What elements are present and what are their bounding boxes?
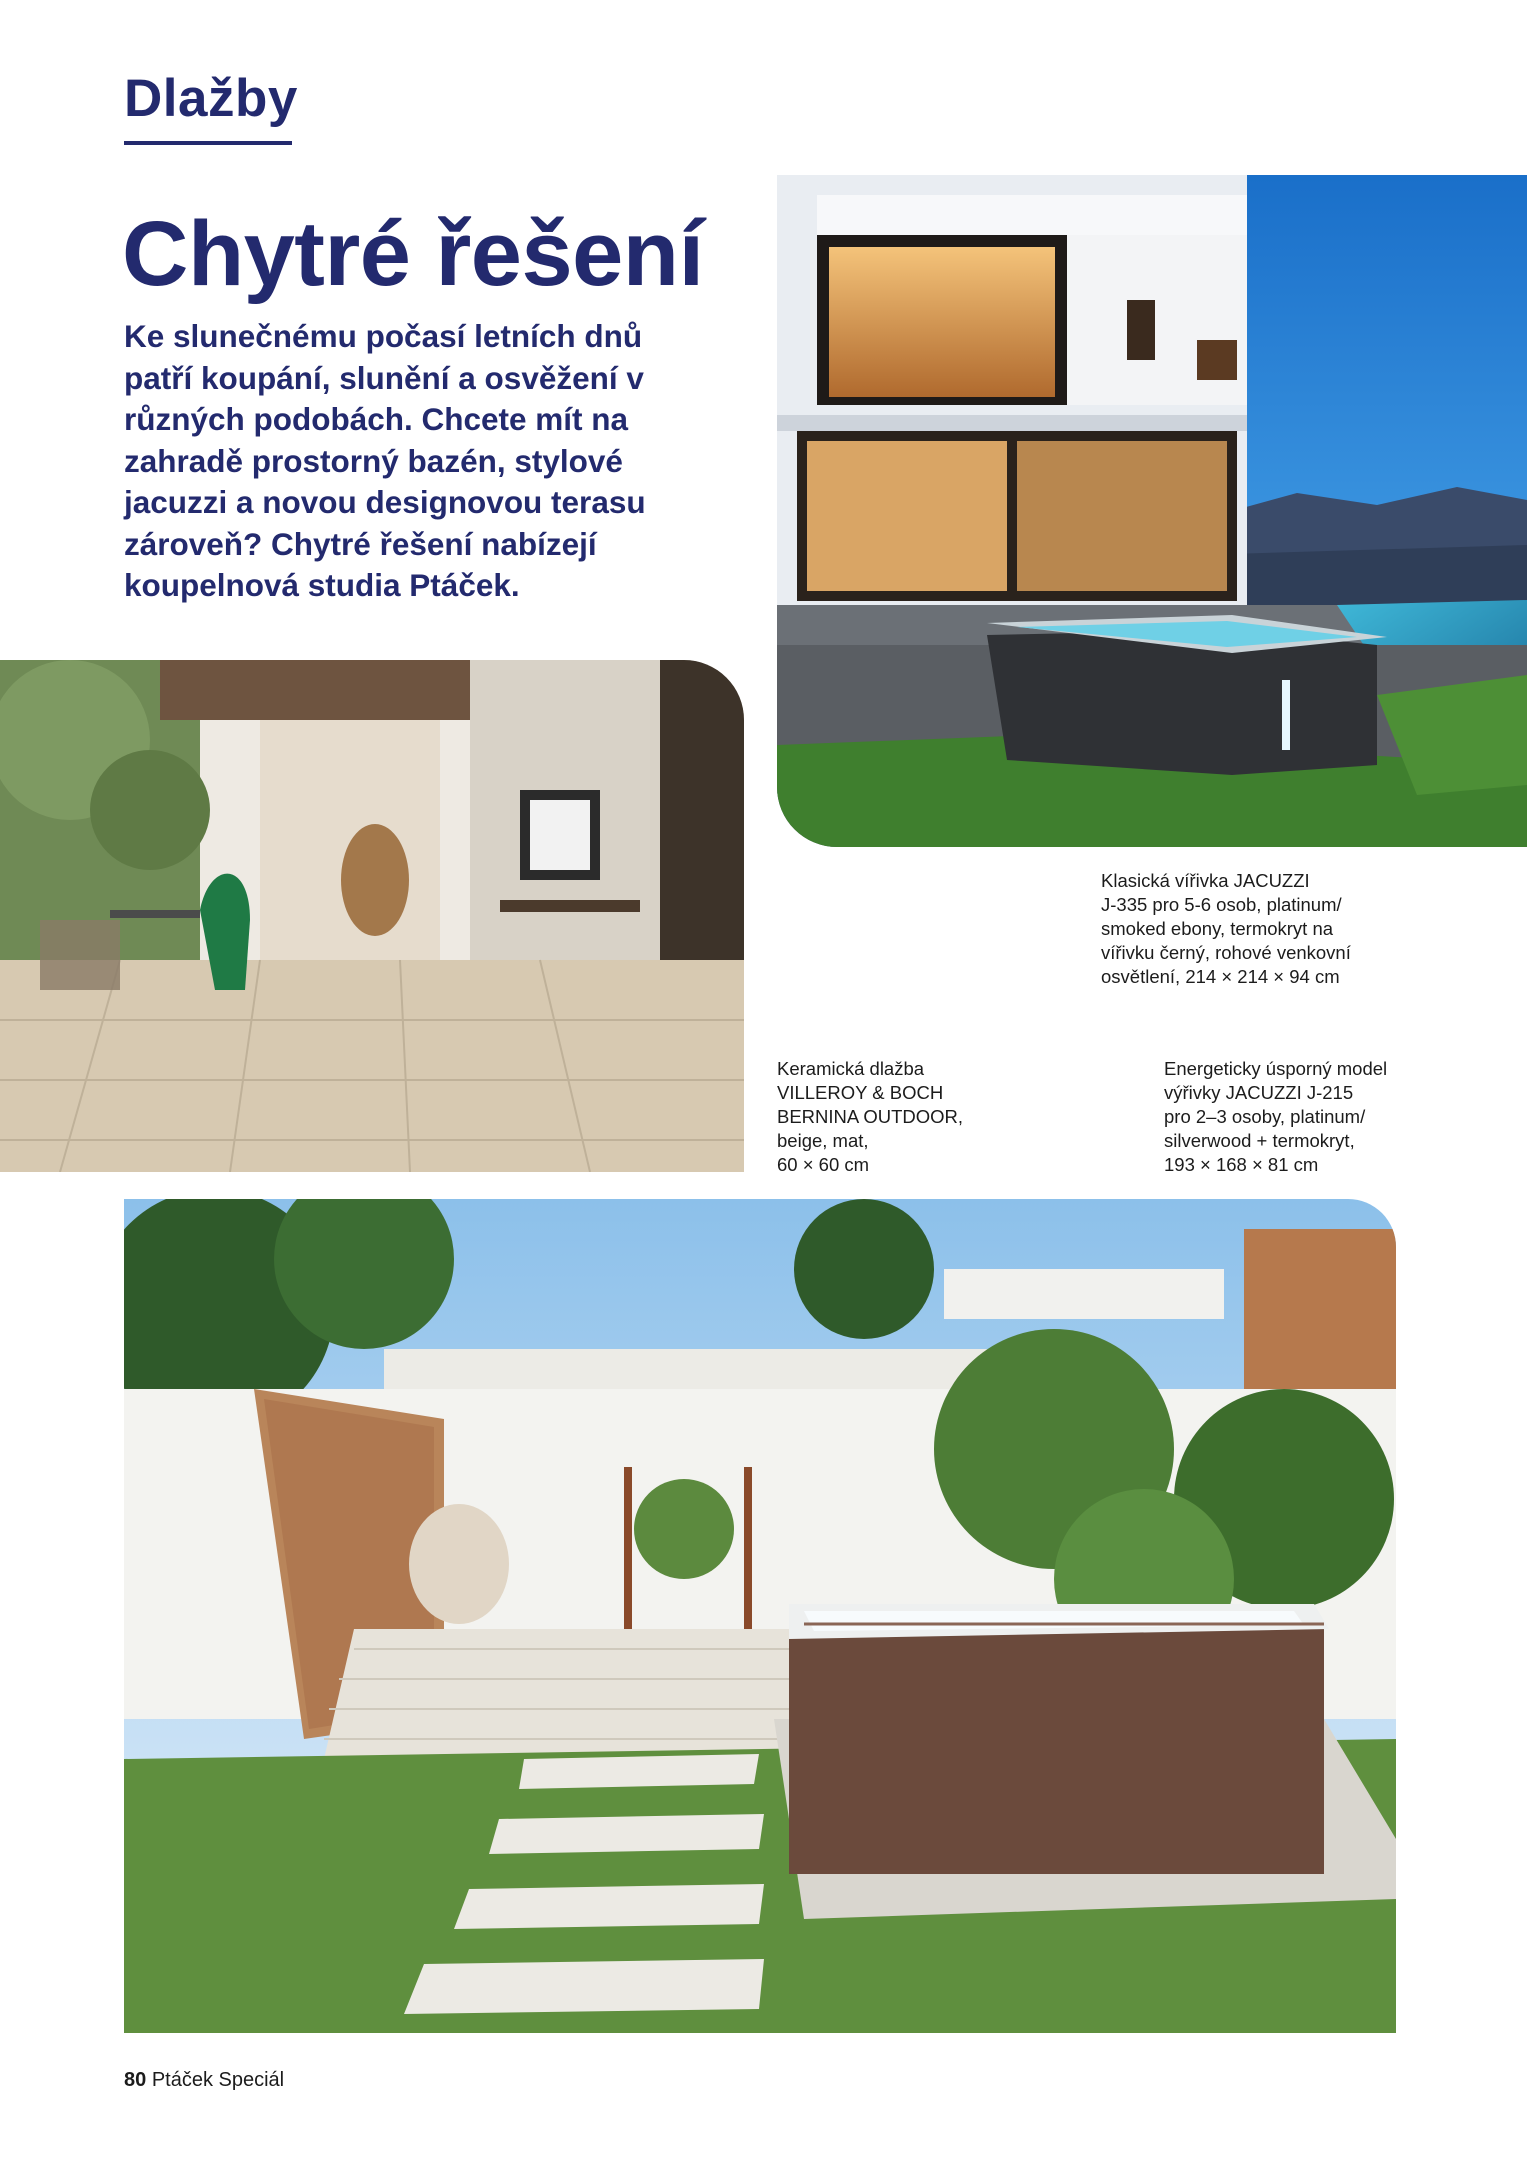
photo-jacuzzi-j335: [777, 175, 1527, 847]
photo-patio-tiles: [0, 660, 744, 1172]
page-footer: [124, 2069, 284, 2092]
intro-paragraph: Ke slunečnému počasí letních dnů patří koupání, slunění a osvěžení v různých podobách. Chcete mít na zahradě prostorný bazén, stylové jacuzzi a novou designovou terasu zároveň? Chytré řešení nabízejí koupelnová studia Ptáček.: [124, 318, 646, 603]
page-headline: Chytré řešení: [122, 203, 704, 305]
caption-tile-bernina: Keramická dlažba VILLEROY & BOCH BERNINA OUTDOOR, beige, mat, 60 × 60 cm: [777, 1058, 964, 1175]
caption-jacuzzi-j215: Energeticky úsporný model výřivky JACUZZI J-215 pro 2–3 osoby, platinum/ silverwood + termokryt, 193 × 168 × 81 cm: [1164, 1058, 1388, 1175]
page-number: 80: [124, 2069, 147, 2091]
photo-garden-jacuzzi-j215: [124, 1199, 1396, 2033]
publication-name: Ptáček Speciál: [151, 2069, 285, 2091]
section-title: Dlažby: [124, 69, 298, 128]
section-underline: [124, 141, 292, 145]
caption-jacuzzi-j335: Klasická vířivka JACUZZI J-335 pro 5-6 osob, platinum/ smoked ebony, termokryt na vířivku černý, rohové venkovní osvětlení, 214 × 214 × 94 cm: [1101, 870, 1351, 987]
